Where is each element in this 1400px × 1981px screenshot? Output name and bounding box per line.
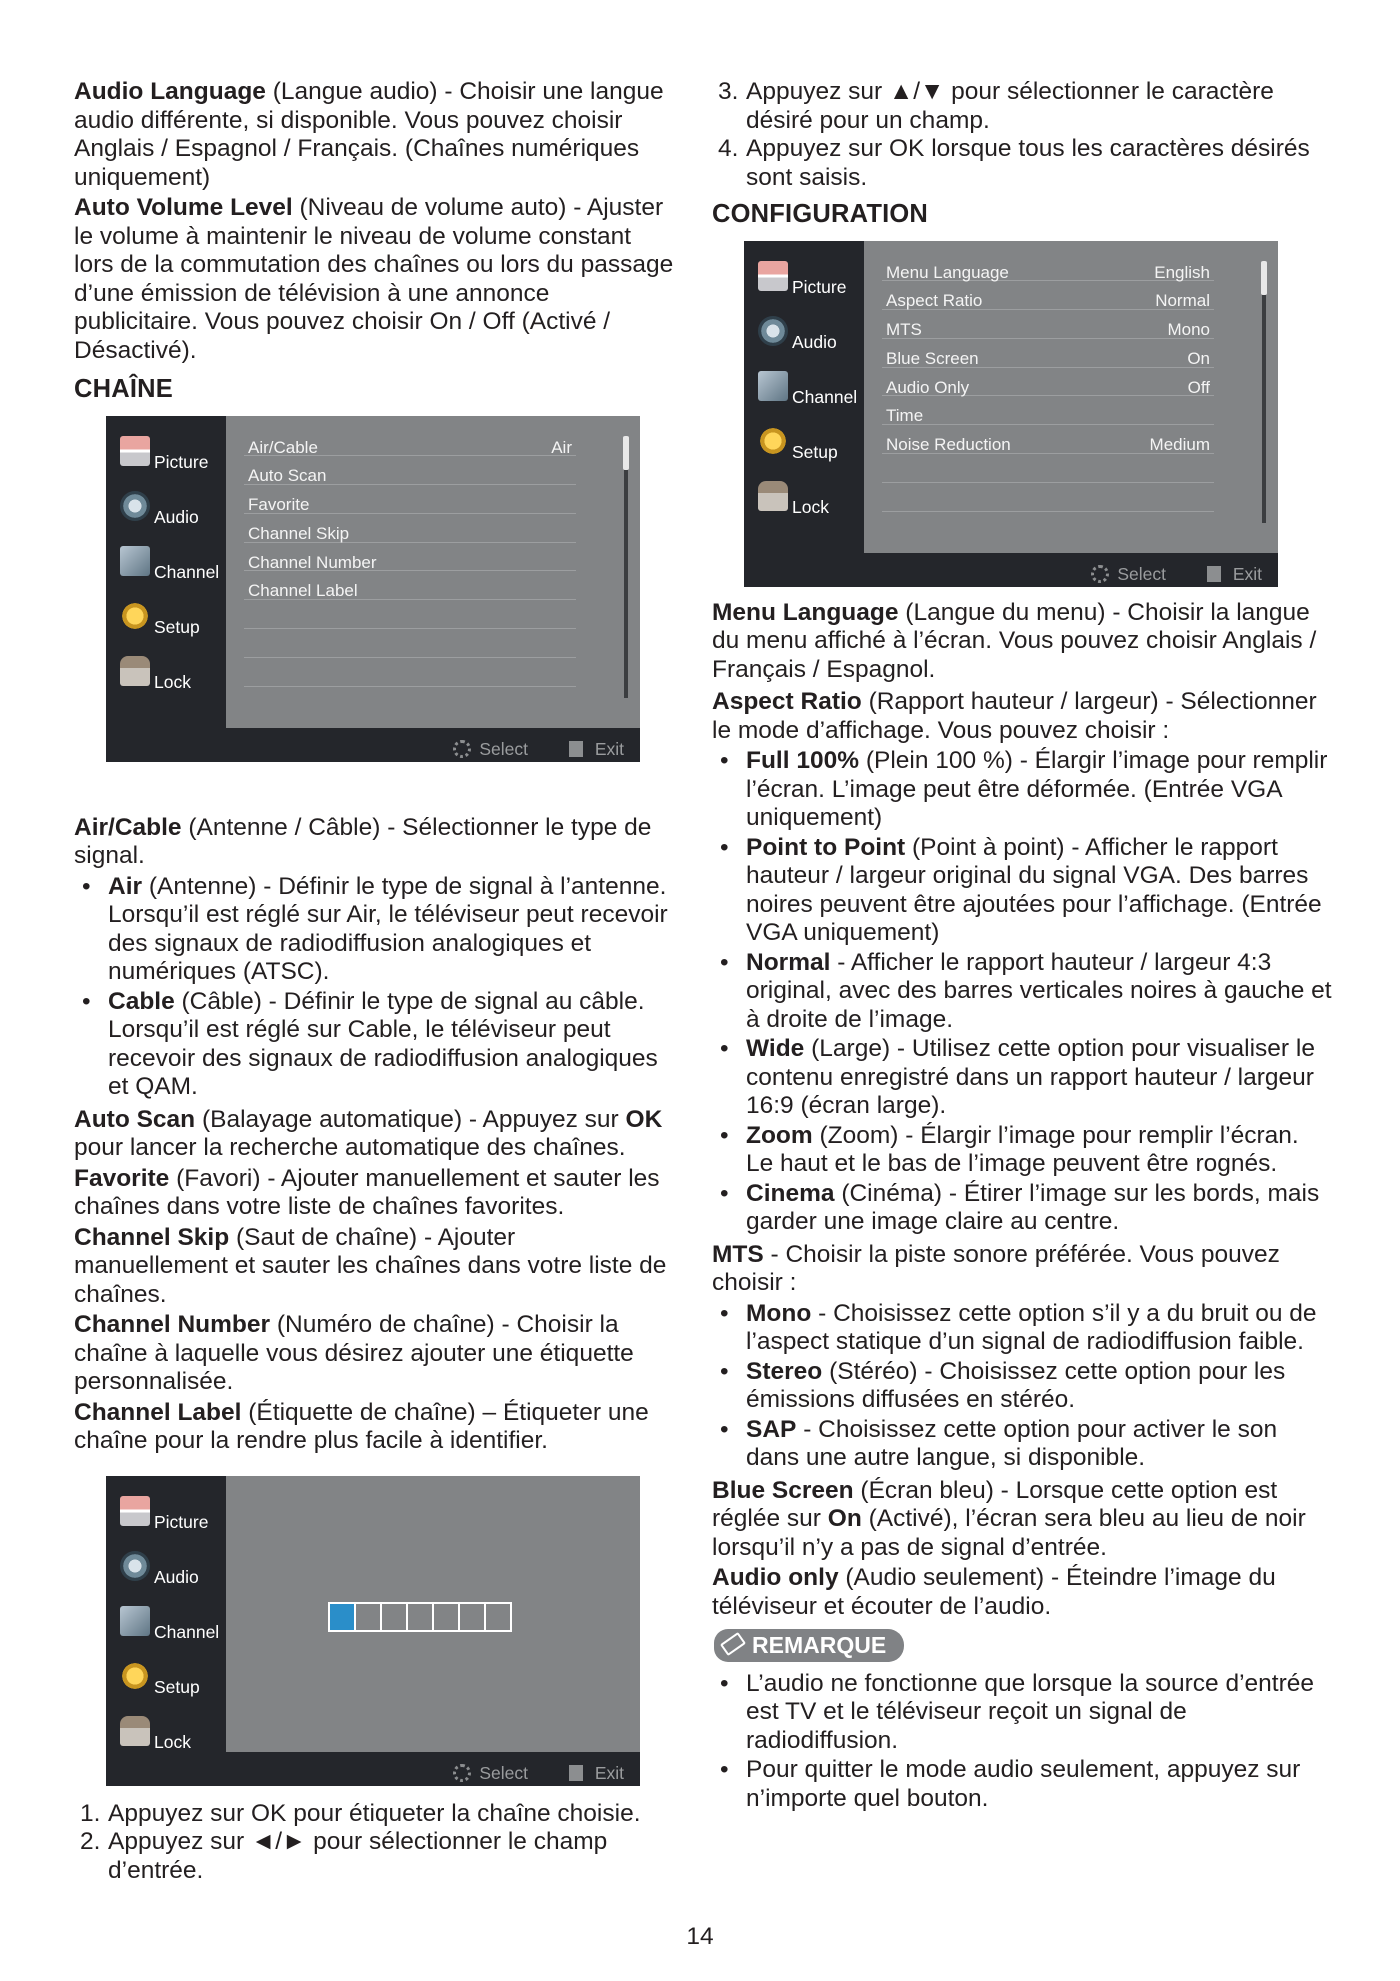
audio-language-para: Audio Language (Langue audio) - Choisir une langue audio différente, si disponible. Vous pouvez choisir Anglais / Espagnol / Français. (Chaînes numériques uniquement) xyxy=(74,78,664,191)
step-item: 1. Appuyez sur OK pour étiqueter la chaîne choisie. xyxy=(80,1799,641,1827)
select-icon xyxy=(1091,565,1109,583)
osd-menu-label: Audio Only xyxy=(886,377,970,397)
osd-menu-value: On xyxy=(1187,348,1210,368)
list-item: • Full 100% (Plein 100 %) - Élargir l’image pour remplir l’écran. L’image peut être déformée. (Entrée VGA uniquement) xyxy=(712,747,1332,833)
osd-menu-row[interactable] xyxy=(882,339,1214,368)
channel-label-para: Channel Label (Étiquette de chaîne) – Étiqueter une chaîne pour la rendre plus facile à identifier. xyxy=(74,1398,649,1454)
list-item: • Pour quitter le mode audio seulement, appuyez sur n’importe quel bouton. xyxy=(712,1756,1332,1813)
osd-menu-label: Noise Reduction xyxy=(886,435,1011,455)
osd-sidebar-item-channel[interactable] xyxy=(750,369,862,413)
picture-icon xyxy=(758,261,788,291)
osd-sidebar-label: Setup xyxy=(792,441,838,462)
osd-exit-hint: Exit xyxy=(1207,560,1262,589)
label-input-boxes xyxy=(328,1602,510,1632)
remark-badge: REMARQUE xyxy=(714,1629,904,1662)
label-char-box[interactable] xyxy=(484,1602,512,1632)
osd-sidebar-label: Channel xyxy=(154,561,220,582)
osd-footer xyxy=(106,728,640,762)
mts-list xyxy=(712,1300,1332,1473)
osd-scroll-thumb xyxy=(623,436,629,470)
audio-icon xyxy=(120,491,150,521)
left-steps xyxy=(74,1800,674,1886)
osd-sidebar-item-setup[interactable] xyxy=(112,1659,224,1703)
setup-icon xyxy=(120,1661,150,1691)
list-item: • Air (Antenne) - Définir le type de signal à l’antenne. Lorsqu’il est réglé sur Air, le téléviseur peut recevoir des signaux de radiodiffusion analogiques et numériques (ATSC). xyxy=(74,873,674,987)
list-item: • Zoom (Zoom) - Élargir l’image pour remplir l’écran. Le haut et le bas de l’image peuvent être rognés. xyxy=(712,1122,1332,1179)
osd-scroll-thumb xyxy=(1261,261,1267,295)
list-item: • Cable (Câble) - Définir le type de signal au câble. Lorsqu’il est réglé sur Cable, le téléviseur peut recevoir des signaux de radiodiffusion analogiques et QAM. xyxy=(74,988,674,1102)
blue-screen-para: Blue Screen (Écran bleu) - Lorsque cette option est réglée sur On (Activé), l’écran sera bleu au lieu de noir lorsqu’il n’y a pas de signal d’entrée. xyxy=(712,1476,1306,1561)
channel-menu-screenshot xyxy=(106,416,640,762)
osd-menu-row[interactable] xyxy=(244,456,576,485)
picture-icon xyxy=(120,1496,150,1526)
setup-icon xyxy=(120,601,150,631)
osd-sidebar-label: Setup xyxy=(154,616,200,637)
osd-sidebar-label: Setup xyxy=(154,1676,200,1697)
osd-sidebar-item-picture[interactable] xyxy=(112,434,224,478)
osd-sidebar-label: Lock xyxy=(154,671,191,692)
right-steps xyxy=(712,78,1332,192)
left-column xyxy=(74,78,674,1885)
osd-menu-label: Menu Language xyxy=(886,262,1009,282)
osd-sidebar-label: Channel xyxy=(792,386,858,407)
osd-menu-value: Air xyxy=(551,437,572,457)
label-char-box[interactable] xyxy=(328,1602,356,1632)
label-char-box[interactable] xyxy=(458,1602,486,1632)
osd-scrollbar xyxy=(624,436,628,698)
osd-menu-label: Channel Label xyxy=(248,581,358,601)
lock-icon xyxy=(758,481,788,511)
configuration-heading: CONFIGURATION xyxy=(712,200,929,228)
osd-menu-row[interactable] xyxy=(244,543,576,572)
osd-sidebar xyxy=(106,416,226,728)
osd-sidebar-item-channel[interactable] xyxy=(112,544,224,588)
osd-sidebar-label: Picture xyxy=(154,1511,209,1532)
osd-menu-row[interactable] xyxy=(244,571,576,600)
label-char-box[interactable] xyxy=(406,1602,434,1632)
exit-icon xyxy=(569,1765,583,1781)
osd-menu-value: English xyxy=(1154,262,1210,282)
osd-sidebar-item-picture[interactable] xyxy=(750,259,862,303)
osd-scrollbar xyxy=(1262,261,1266,523)
list-item: • L’audio ne fonctionne que lorsque la source d’entrée est TV et le téléviseur reçoit un signal de radiodiffusion. xyxy=(712,1670,1332,1756)
osd-sidebar-label: Channel xyxy=(154,1621,220,1642)
channel-icon xyxy=(120,1606,150,1636)
setup-menu-screenshot xyxy=(744,241,1278,587)
auto-volume-para: Auto Volume Level (Niveau de volume auto) - Ajuster le volume à maintenir le niveau de volume constant lors de la commutation des chaînes ou lors du passage d’une émission de télévision à une annonce publicitaire. Vous pouvez choisir On / Off (Activé / Désactivé). xyxy=(74,194,674,364)
chaine-heading: CHAÎNE xyxy=(74,375,173,403)
osd-menu-value: Medium xyxy=(1149,435,1210,455)
osd-menu-row xyxy=(882,454,1214,483)
aspect-ratio-list xyxy=(712,747,1332,1237)
osd-exit-hint: Exit xyxy=(569,735,624,764)
picture-icon xyxy=(120,436,150,466)
osd-menu-label: Blue Screen xyxy=(886,348,979,368)
list-item: • Wide (Large) - Utilisez cette option pour visualiser le contenu enregistré dans un rapport hauteur / largeur 16:9 (écran large). xyxy=(712,1035,1332,1121)
air-cable-para: Air/Cable (Antenne / Câble) - Sélectionner le type de signal. xyxy=(74,813,652,869)
air-cable-list xyxy=(74,873,674,1102)
label-char-box[interactable] xyxy=(354,1602,382,1632)
osd-sidebar-label: Lock xyxy=(154,1731,191,1752)
osd-sidebar-label: Audio xyxy=(154,1566,199,1587)
osd-sidebar-label: Audio xyxy=(792,331,837,352)
osd-menu-row xyxy=(244,658,576,687)
osd-menu-value: Normal xyxy=(1155,291,1210,311)
osd-menu-row xyxy=(244,600,576,629)
osd-menu-label: Aspect Ratio xyxy=(886,291,983,311)
label-char-box[interactable] xyxy=(380,1602,408,1632)
osd-sidebar-item-audio[interactable] xyxy=(112,489,224,533)
osd-menu-value: Off xyxy=(1187,377,1210,397)
osd-exit-hint: Exit xyxy=(569,1759,624,1788)
step-item: 3. Appuyez sur ▲/▼ pour sélectionner le caractère désiré pour un champ. xyxy=(718,78,1274,134)
channel-skip-para: Channel Skip (Saut de chaîne) - Ajouter manuellement et sauter les chaînes dans votre liste de chaînes. xyxy=(74,1223,667,1308)
osd-sidebar-label: Audio xyxy=(154,506,199,527)
osd-select-hint: Select xyxy=(453,735,528,764)
osd-sidebar xyxy=(106,1476,226,1752)
list-item: • SAP - Choisissez cette option pour activer le son dans une autre langue, si disponible. xyxy=(712,1416,1332,1473)
osd-sidebar-item-lock[interactable] xyxy=(112,654,224,698)
osd-menu-row xyxy=(244,629,576,658)
osd-menu-row[interactable] xyxy=(244,485,576,514)
step-item: 2. Appuyez sur ◄/► pour sélectionner le champ d’entrée. xyxy=(80,1828,608,1884)
remark-list xyxy=(712,1670,1332,1814)
exit-icon xyxy=(1207,566,1221,582)
select-icon xyxy=(453,740,471,758)
osd-menu-row[interactable] xyxy=(244,514,576,543)
favorite-para: Favorite (Favori) - Ajouter manuellement et sauter les chaînes dans votre liste de chaînes favorites. xyxy=(74,1164,660,1220)
right-column xyxy=(712,78,1332,1817)
osd-menu-list xyxy=(882,253,1214,512)
osd-sidebar-item-picture[interactable] xyxy=(112,1494,224,1538)
aspect-ratio-para: Aspect Ratio (Rapport hauteur / largeur) - Sélectionner le mode d’affichage. Vous pouvez choisir : xyxy=(712,688,1317,744)
channel-label-screenshot xyxy=(106,1476,640,1786)
osd-sidebar-item-lock[interactable] xyxy=(750,479,862,523)
osd-sidebar-label: Picture xyxy=(154,451,209,472)
list-item: • Cinema (Cinéma) - Étirer l’image sur les bords, mais garder une image claire au centre. xyxy=(712,1180,1332,1237)
osd-menu-label: Time xyxy=(886,406,924,426)
osd-sidebar-label: Lock xyxy=(792,496,829,517)
osd-sidebar-item-setup[interactable] xyxy=(750,424,862,468)
osd-menu-row xyxy=(882,483,1214,512)
osd-footer xyxy=(106,1752,640,1786)
select-icon xyxy=(453,1764,471,1782)
osd-menu-label: Channel Number xyxy=(248,552,377,572)
osd-menu-row[interactable] xyxy=(882,310,1214,339)
osd-menu-row[interactable] xyxy=(882,253,1214,282)
osd-sidebar-label: Picture xyxy=(792,276,847,297)
osd-menu-label: Favorite xyxy=(248,495,310,515)
osd-menu-row[interactable] xyxy=(882,396,1214,425)
auto-scan-para: Auto Scan (Balayage automatique) - Appuyez sur OK pour lancer la recherche automatique des chaînes. xyxy=(74,1105,663,1161)
osd-select-hint: Select xyxy=(1091,560,1166,589)
lock-icon xyxy=(120,1716,150,1746)
exit-icon xyxy=(569,741,583,757)
osd-sidebar-item-audio[interactable] xyxy=(750,314,862,358)
menu-language-para: Menu Language (Langue du menu) - Choisir la langue du menu affiché à l’écran. Vous pouvez choisir Anglais / Français / Espagnol. xyxy=(712,598,1317,683)
step-item: 4. Appuyez sur OK lorsque tous les caractères désirés sont saisis. xyxy=(718,135,1310,191)
osd-sidebar-item-audio[interactable] xyxy=(112,1549,224,1593)
osd-menu-row[interactable] xyxy=(882,368,1214,397)
osd-menu-label: MTS xyxy=(886,320,922,340)
osd-menu-row[interactable] xyxy=(882,425,1214,454)
audio-icon xyxy=(120,1551,150,1581)
osd-menu-label: Auto Scan xyxy=(248,466,327,486)
lock-icon xyxy=(120,656,150,686)
list-item: • Normal - Afficher le rapport hauteur / largeur 4:3 original, avec des barres verticales noires à gauche et à droite de l’image. xyxy=(712,949,1332,1035)
osd-menu-label: Air/Cable xyxy=(248,437,318,457)
osd-menu-label: Channel Skip xyxy=(248,523,350,543)
osd-menu-list xyxy=(244,428,576,687)
setup-icon xyxy=(758,426,788,456)
audio-only-para: Audio only (Audio seulement) - Éteindre l’image du téléviseur et écouter de l’audio. xyxy=(712,1564,1276,1620)
osd-menu-row[interactable] xyxy=(882,281,1214,310)
page-number: 14 xyxy=(686,1923,714,1950)
channel-icon xyxy=(758,371,788,401)
label-char-box[interactable] xyxy=(432,1602,460,1632)
pencil-icon xyxy=(720,1632,746,1656)
osd-sidebar-item-setup[interactable] xyxy=(112,599,224,643)
channel-number-para: Channel Number (Numéro de chaîne) - Choisir la chaîne à laquelle vous désirez ajouter une étiquette personnalisée. xyxy=(74,1311,634,1395)
audio-icon xyxy=(758,316,788,346)
osd-select-hint: Select xyxy=(453,1759,528,1788)
osd-menu-value: Mono xyxy=(1167,320,1210,340)
osd-footer xyxy=(744,553,1278,587)
list-item: • Stereo (Stéréo) - Choisissez cette option pour les émissions diffusées en stéréo. xyxy=(712,1358,1332,1415)
list-item: • Mono - Choisissez cette option s’il y a du bruit ou de l’aspect statique d’un signal de radiodiffusion faible. xyxy=(712,1300,1332,1357)
osd-sidebar-item-channel[interactable] xyxy=(112,1604,224,1648)
osd-sidebar xyxy=(744,241,864,553)
list-item: • Point to Point (Point à point) - Afficher le rapport hauteur / largeur original du signal VGA. Des barres noires peuvent être ajoutées pour l’affichage. (Entrée VGA uniquement) xyxy=(712,834,1332,948)
channel-icon xyxy=(120,546,150,576)
mts-para: MTS - Choisir la piste sonore préférée. Vous pouvez choisir : xyxy=(712,1240,1280,1296)
osd-menu-row[interactable] xyxy=(244,428,576,457)
